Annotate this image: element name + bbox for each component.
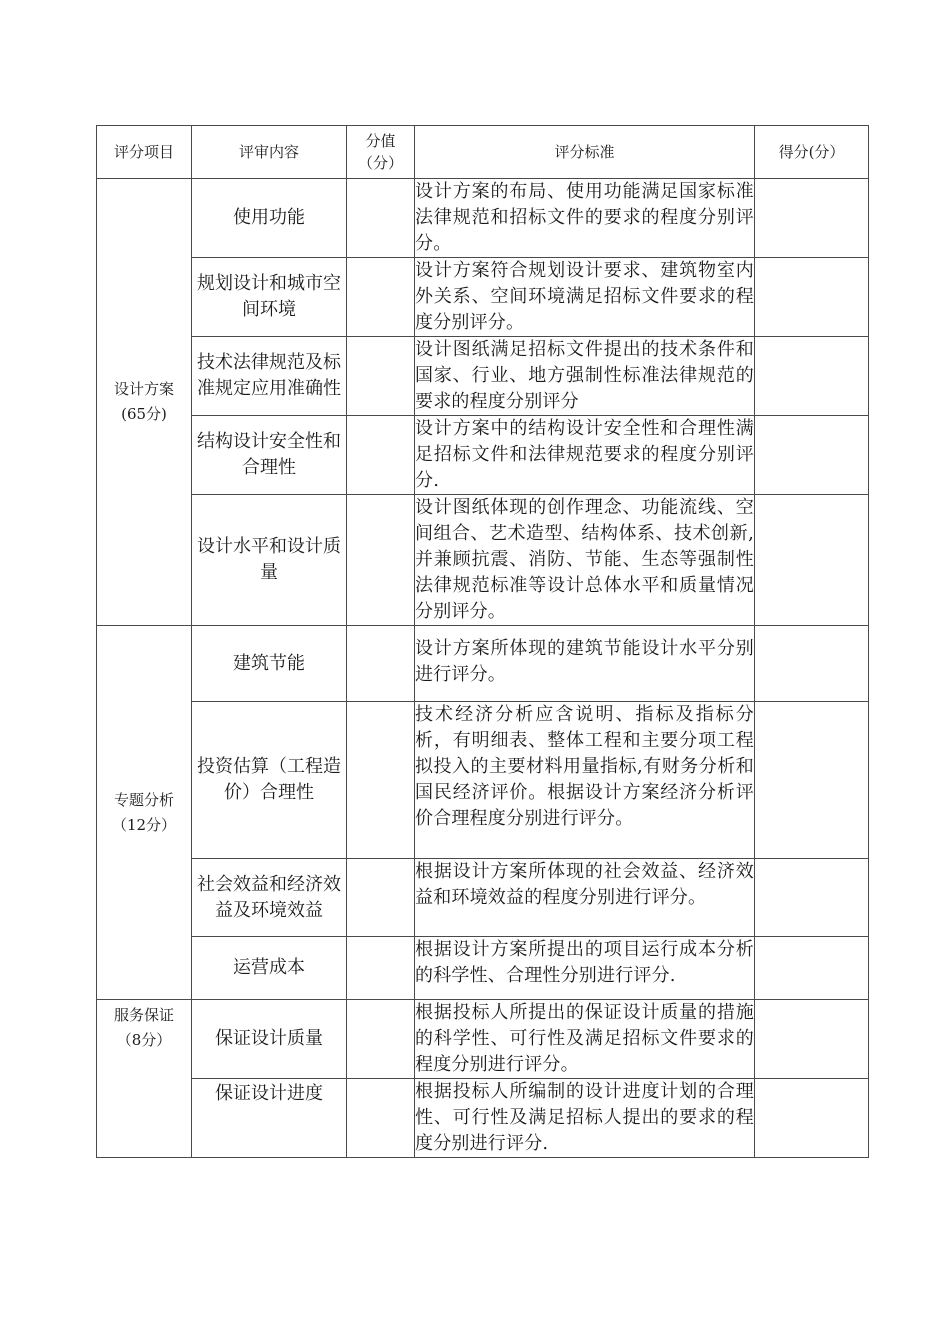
- score-obtained-cell: [755, 859, 869, 937]
- review-content: 保证设计质量: [192, 1000, 347, 1079]
- review-content: 规划设计和城市空间环境: [192, 258, 347, 337]
- score-obtained-cell: [755, 495, 869, 626]
- review-content: 技术法律规范及标准规定应用准确性: [192, 337, 347, 416]
- category-service-guarantee: [97, 1000, 192, 1158]
- table-row: [97, 859, 869, 937]
- category-points: (65分): [121, 405, 167, 423]
- category-design-scheme: [97, 179, 192, 626]
- score-obtained-cell: [755, 179, 869, 258]
- score-obtained-cell: [755, 1000, 869, 1079]
- category-points: （8分）: [116, 1031, 172, 1049]
- review-content: 使用功能: [192, 179, 347, 258]
- criteria-cell: 技术经济分析应含说明、指标及指标分析，有明细表、整体工程和主要分项工程拟投入的主要材料用量指标,有财务分析和国民经济评价。根据设计方案经济分析评价合理程度分别进行评分。: [415, 702, 755, 859]
- header-score-value-line2: （分）: [357, 154, 403, 172]
- score-obtained-cell: [755, 626, 869, 702]
- review-content: 设计水平和设计质量: [192, 495, 347, 626]
- criteria-cell: 根据投标人所提出的保证设计质量的措施的科学性、可行性及满足招标文件要求的程度分别进行评分。: [415, 1000, 755, 1079]
- table-row: [97, 337, 869, 416]
- score-obtained-cell: [755, 702, 869, 859]
- criteria-cell: 设计图纸满足招标文件提出的技术条件和国家、行业、地方强制性标准法律规范的要求的程度分别评分: [415, 337, 755, 416]
- header-item: 评分项目: [97, 126, 192, 179]
- category-name: 服务保证: [113, 1006, 174, 1024]
- category-topic-analysis: [97, 626, 192, 1000]
- score-obtained-cell: [755, 337, 869, 416]
- score-value-cell: [347, 702, 415, 859]
- table-header-row: [97, 126, 869, 179]
- table-row: [97, 937, 869, 1000]
- table-row: [97, 416, 869, 495]
- score-value-cell: [347, 626, 415, 702]
- score-obtained-cell: [755, 258, 869, 337]
- score-value-cell: [347, 1079, 415, 1158]
- score-value-cell: [347, 258, 415, 337]
- table-row: [97, 495, 869, 626]
- scoring-table: [96, 125, 869, 1158]
- review-content: 保证设计进度: [192, 1079, 347, 1158]
- score-obtained-cell: [755, 937, 869, 1000]
- criteria-cell: 根据投标人所编制的设计进度计划的合理性、可行性及满足招标人提出的要求的程度分别进行评分.: [415, 1079, 755, 1158]
- table-row: [97, 258, 869, 337]
- score-value-cell: [347, 495, 415, 626]
- category-points: （12分）: [111, 815, 177, 834]
- table-row: [97, 702, 869, 859]
- score-value-cell: [347, 416, 415, 495]
- header-content: 评审内容: [192, 126, 347, 179]
- score-value-cell: [347, 337, 415, 416]
- criteria-cell: 根据设计方案所体现的社会效益、经济效益和环境效益的程度分别进行评分。: [415, 859, 755, 937]
- table-row: [97, 1000, 869, 1079]
- review-content: 社会效益和经济效益及环境效益: [192, 859, 347, 937]
- header-score-obtained: 得分(分）: [755, 126, 869, 179]
- score-obtained-cell: [755, 416, 869, 495]
- review-content: 运营成本: [192, 937, 347, 1000]
- score-obtained-cell: [755, 1079, 869, 1158]
- table-row: [97, 179, 869, 258]
- table-row: [97, 626, 869, 702]
- score-value-cell: [347, 937, 415, 1000]
- category-name: 专题分析: [113, 790, 174, 809]
- criteria-cell: 设计方案中的结构设计安全性和合理性满足招标文件和法律规范要求的程度分别评分.: [415, 416, 755, 495]
- criteria-cell: 设计方案的布局、使用功能满足国家标准法律规范和招标文件的要求的程度分别评分。: [415, 179, 755, 258]
- header-criteria: 评分标准: [415, 126, 755, 179]
- review-content: 投资估算（工程造价）合理性: [192, 702, 347, 859]
- table-row: [97, 1079, 869, 1158]
- category-name: 设计方案: [113, 380, 174, 398]
- criteria-cell: 设计方案所体现的建筑节能设计水平分别进行评分。: [415, 626, 755, 702]
- review-content: 建筑节能: [192, 626, 347, 702]
- score-value-cell: [347, 179, 415, 258]
- criteria-cell: 设计方案符合规划设计要求、建筑物室内外关系、空间环境满足招标文件要求的程度分别评分。: [415, 258, 755, 337]
- score-value-cell: [347, 1000, 415, 1079]
- criteria-cell: 设计图纸体现的创作理念、功能流线、空间组合、艺术造型、结构体系、技术创新,并兼顾抗震、消防、节能、生态等强制性法律规范标准等设计总体水平和质量情况分别评分。: [415, 495, 755, 626]
- header-score-value-line1: 分值: [365, 132, 396, 150]
- review-content: 结构设计安全性和合理性: [192, 416, 347, 495]
- score-value-cell: [347, 859, 415, 937]
- criteria-cell: 根据设计方案所提出的项目运行成本分析的科学性、合理性分别进行评分.: [415, 937, 755, 1000]
- header-score-value: [347, 126, 415, 179]
